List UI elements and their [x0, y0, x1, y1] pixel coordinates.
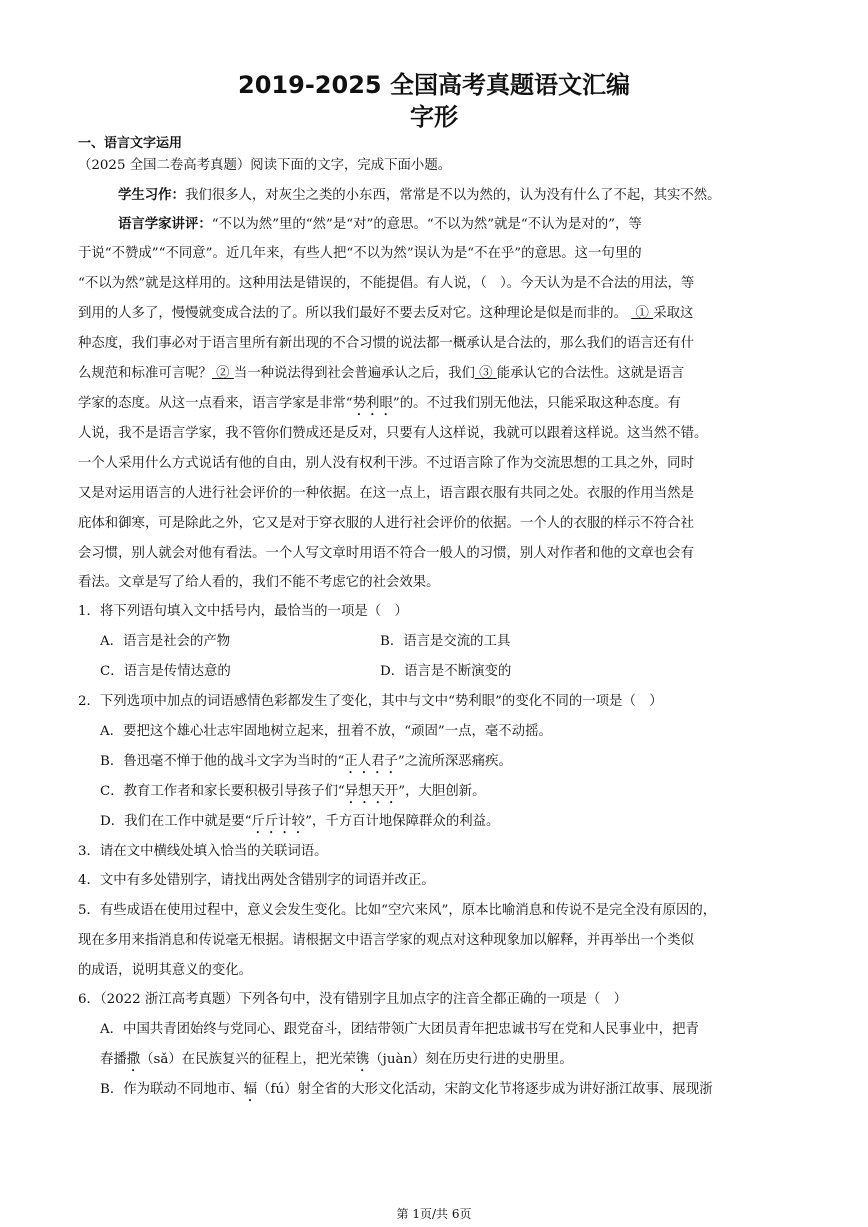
- dotted-char: 撒: [126, 1052, 141, 1067]
- question-4: 4．文中有多处错别字，请找出两处含错别字的词语并改正。: [78, 873, 435, 888]
- question-2-stem: 2．下列选项中加点的词语感情色彩都发生了变化，其中与文中“势利眼”的变化不同的一项是（ ）: [78, 694, 663, 709]
- linguist-label: 语言学家讲评：: [118, 216, 212, 232]
- q1-option-b: B．语言是交流的工具: [380, 634, 511, 649]
- passage-line-6: 么规范和标准可言呢？ ② 当一种说法得到社会普遍承认之后，我们 ③ 能承认它的合法性。这就是语言: [78, 366, 685, 381]
- student-text: 我们很多人，对灰尘之类的小东西，常常是不以为然的，认为没有什么了不起，其实不然。: [184, 188, 721, 203]
- passage-line-13: 看法。文章是写了给人看的，我们不能不考虑它的社会效果。: [78, 575, 440, 590]
- question-5-line-3: 的成语，说明其意义的变化。: [78, 963, 253, 978]
- passage-line-3: “不以为然”就是这样用的。这种用法是错误的，不能提倡。有人说，（ ）。今天认为是不合法的用法，等: [78, 276, 695, 291]
- intro-text: （2025 全国二卷高考真题）阅读下面的文字，完成下面小题。: [78, 158, 452, 173]
- dotted-word: 异想天开: [344, 784, 399, 799]
- blank-2: ②: [216, 366, 230, 381]
- question-3: 3．请在文中横线处填入恰当的关联词语。: [78, 844, 328, 859]
- student-label: 学生习作：: [118, 187, 185, 203]
- page-footer: 第 1页/共 6页: [396, 1207, 472, 1221]
- dotted-word: 势利眼: [352, 396, 393, 411]
- passage-line-9: 一个人采用什么方式说话有他的自由，别人没有权利干涉。不过语言除了作为交流思想的工具之外，同时: [78, 456, 694, 471]
- page-subtitle: 字形: [410, 103, 458, 131]
- passage-line-2: 于说“不赞成”“不同意”。近几年来，有些人把“不以为然”误认为是“不在乎”的意思。这一句里的: [78, 246, 642, 261]
- passage-line-11: 庇体和御寒，可是除此之外，它又是对于穿衣服的人进行社会评价的依据。一个人的衣服的样示不符合社: [78, 516, 694, 531]
- question-1-stem: 1．将下列语句填入文中括号内，最恰当的一项是（ ）: [78, 604, 408, 619]
- q1-option-c: C．语言是传情达意的: [100, 664, 231, 679]
- q6-option-a-line-1: A．中国共青团始终与党同心、跟党奋斗，团结带领广大团员青年把忠诚书写在党和人民事业中，把青: [100, 1022, 699, 1037]
- question-5-line-1: 5．有些成语在使用过程中，意义会发生变化。比如“空穴来风”，原本比喻消息和传说不是完全没有原因的，: [78, 903, 717, 918]
- passage-line-1: 语言学家讲评：“不以为然”里的“然”是“对”的意思。“不以为然”就是“不认为是对的”，等: [118, 216, 642, 232]
- passage-line-4: 到用的人多了，慢慢就变成合法的了。所以我们最好不要去反对它。这种理论是似是而非的。 ① 采取这: [78, 306, 694, 321]
- question-6-stem: 6．（2022 浙江高考真题）下列各句中，没有错别字且加点字的注音全都正确的一项是（ ）: [78, 992, 627, 1007]
- passage-line-5: 种态度，我们事必对于语言里所有新出现的不合习惯的说法都一概承认是合法的，那么我们的语言还有什: [78, 336, 694, 351]
- q6-option-b-line-1: B．作为联动不同地市、辐（fú）射全省的大形文化活动，宋韵文化节将逐步成为讲好浙江故事、展现浙: [100, 1082, 713, 1097]
- page-title: 2019-2025 全国高考真题语文汇编: [238, 71, 630, 99]
- q6-option-a-line-2: 春播撒（sǎ）在民族复兴的征程上，把光荣镌（juàn）刻在历史行进的史册里。: [100, 1052, 573, 1067]
- question-5-line-2: 现在多用来指消息和传说毫无根据。请根据文中语言学家的观点对这种现象加以解释，并再举出一个类似: [78, 933, 694, 948]
- blank-1: ①: [635, 306, 649, 321]
- passage-line-7: 学家的态度。从这一点看来，语言学家是非常“势利眼”的。不过我们别无他法，只能采取这种态度。有: [78, 396, 681, 411]
- q2-option-c: C．教育工作者和家长要积极引导孩子们“异想天开”，大胆创新。: [100, 784, 486, 799]
- section-heading: 一、语言文字运用: [78, 136, 183, 151]
- passage-line-10: 又是对运用语言的人进行社会评价的一种依据。在这一点上，语言跟衣服有共同之处。衣服的作用当然是: [78, 486, 694, 501]
- dotted-char: 镌: [355, 1052, 370, 1067]
- q1-option-a: A．语言是社会的产物: [100, 634, 231, 649]
- dotted-char: 辐: [243, 1082, 258, 1097]
- q2-option-d: D．我们在工作中就是要“斤斤计较”，千方百计地保障群众的利益。: [100, 814, 500, 829]
- q2-option-a: A．要把这个雄心壮志牢固地树立起来，扭着不放，“顽固”一点，毫不动摇。: [100, 724, 552, 739]
- passage-line-8: 人说，我不是语言学家，我不管你们赞成还是反对，只要有人这样说，我就可以跟着这样说。这当然不错。: [78, 426, 708, 441]
- dotted-word: 斤斤计较: [251, 814, 306, 829]
- blank-3: ③: [479, 366, 493, 381]
- passage-line-12: 会习惯，别人就会对他有看法。一个人写文章时用语不符合一般人的习惯，别人对作者和他的文章也会有: [78, 546, 694, 561]
- q2-option-b: B．鲁迅毫不惮于他的战斗文字为当时的“正人君子”之流所深恶痛疾。: [100, 754, 512, 769]
- student-paragraph: [118, 186, 721, 205]
- dotted-word: 正人君子: [344, 754, 398, 769]
- q1-option-d: D．语言是不断演变的: [380, 664, 512, 679]
